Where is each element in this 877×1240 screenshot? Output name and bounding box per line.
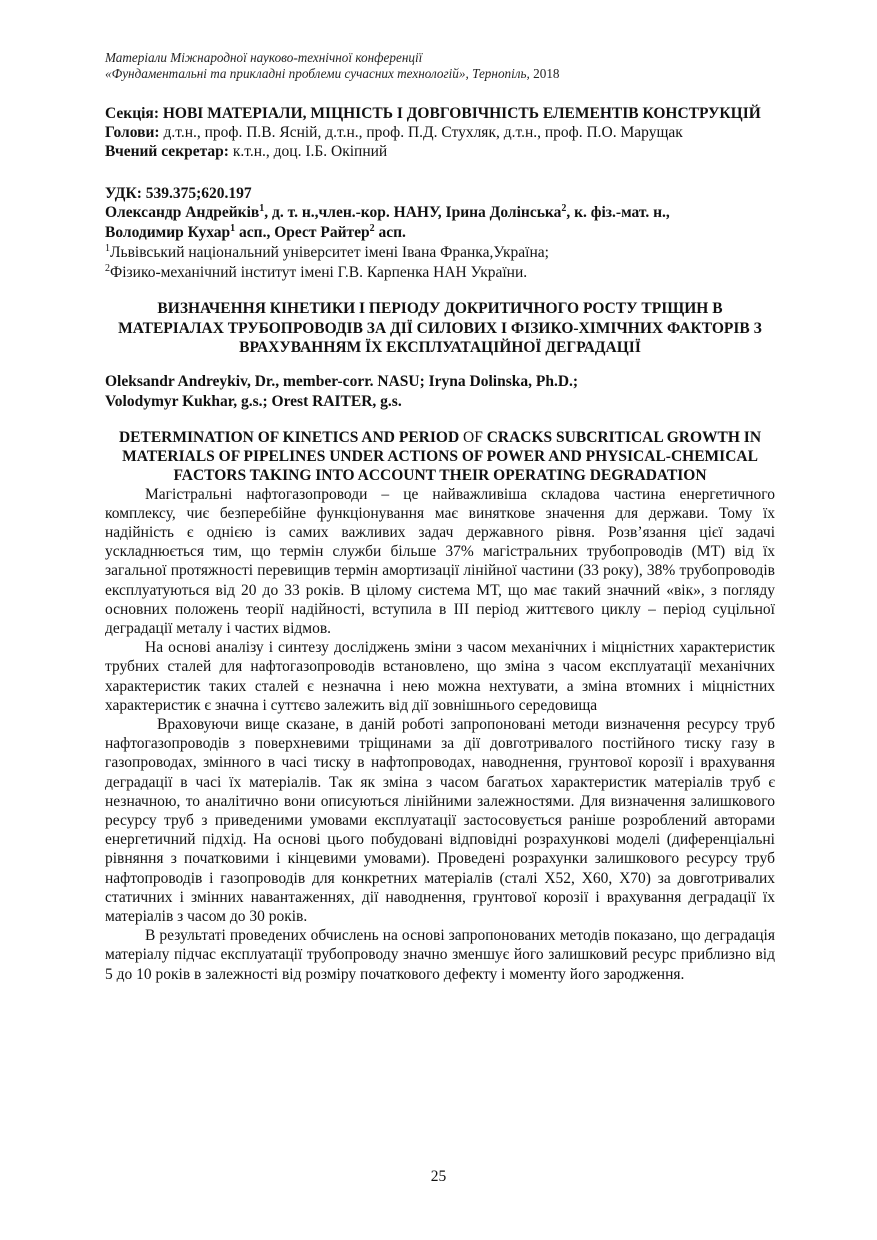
header-year: 2018 [533, 66, 560, 81]
secretary-label: Вчений секретар: [105, 143, 229, 160]
title-en-part: CRACKS SUBCRITICAL GROWTH IN MATERIALS OF PIPELINES UNDER ACTIONS OF POWER AND PHYSICAL-CHEMICAL FACTORS TAKING INTO ACCOUNT THEIR OPERATING DEGRADATION [122, 428, 762, 484]
authors-ua [105, 203, 775, 243]
affil-sup: 2 [369, 222, 375, 234]
secretary-name: к.т.н., доц. І.Б. Окіпний [232, 143, 388, 160]
abstract-body [105, 485, 775, 984]
section-block [105, 104, 775, 161]
body-paragraph: Враховуючи вище сказане, в даній роботі запропоновані методи визначення ресурсу труб нафтогазопроводів з поверхневими тріщинами за дії довготривалого постійного тиску газу в газопроводах, змінного в часі тиску в нафтопроводах, наводнення, грунтової корозії і врахування деградації в часі їх матеріалів. Так як зміна з часом багатьох характеристик матеріалів труб є незначною, то аналітично вони описуються лінійними залежностями. Для визначення залишкового ресурсу труб з приведеними умовами експлуатації застосовується раніше розроблений авторами енергетичний підхід. На основі цього побудовані відповідні розрахункові моделі (диференціальні рівняння з початковими і кінцевими умовами). Проведені розрахунки залишкового ресурсу труб нафтопроводів і газопроводів для конкретних матеріалів (сталі Х52, Х60, Х70) за довготривалих статичних і змінних навантаженнях, дії наводнення, грунтової корозії і врахування деградації їх матеріалів з часом до 30 років. [105, 715, 775, 925]
conference-header [105, 50, 775, 82]
header-line-1: Матеріали Міжнародної науково-технічної конференції [105, 50, 423, 65]
udk-code: УДК: 539.375;620.197 [105, 185, 252, 202]
author-details: , д. т. н.,член.-кор. НАНУ, Ірина Долінська [264, 204, 562, 221]
heads-label: Голови: [105, 124, 160, 141]
author-name: Олександр Андрейків [105, 204, 260, 221]
title-en-part: OF [459, 428, 487, 446]
affil-sup: 1 [105, 242, 110, 254]
affiliation-text: Львівський національний університет імені Івана Франка,Україна; [110, 244, 549, 261]
affil-sup: 1 [259, 202, 265, 214]
body-paragraph: На основі аналізу і синтезу досліджень зміни з часом механічних і міцністних характеристик трубних сталей для нафтогазопроводів встановлено, що зміна з часом експлуатації механічних характеристик таких сталей є незначна і нею можна нехтувати, а зміна втомних і міцністних характеристик є значна і суттєво залежить від дії зовнішнього середовища [105, 639, 775, 714]
affiliation-2 [105, 263, 775, 283]
paper-page [105, 50, 775, 984]
affiliation-1 [105, 243, 775, 263]
author-details: асп., Орест Райтер [235, 224, 370, 241]
section-heads [105, 123, 775, 142]
affil-sup: 2 [105, 262, 110, 274]
section-secretary [105, 142, 775, 161]
section-label: Секція: [105, 105, 159, 122]
authors-ua-line-2 [105, 223, 775, 243]
authors-en [105, 372, 775, 412]
affiliation-text: Фізико-механічний інститут імені Г.В. Карпенка НАН України. [110, 263, 528, 281]
section-title [105, 104, 775, 123]
title-en-part: DETERMINATION OF KINETICS AND PERIOD [118, 428, 460, 446]
header-line-2 [105, 66, 775, 82]
authors-ua-line-1 [105, 203, 775, 223]
body-paragraph: Магістральні нафтогазопроводи – це найважливіша складова частина енергетичного комплексу, чиє безперебійне функціонування має виняткове значення для держави. Тому їх надійність є однією із самих важливих задач державного рівня. Розв’язання цієї задачі ускладнюється тим, що термін служби більше 37% магістральних трубопроводів (МТ) від їх загальної протяжності перевищив термін амортизації лінійної частини (33 року), 38% трубопроводів експлуатуються від 20 до 33 років. В цілому система МТ, що має такий значний «вік», з погляду основних положень теорії надійності, вступила в ІІІ період життєвого циклу – період суцільної деградації металу і частих відмов. [105, 485, 775, 637]
paper-title-ua: ВИЗНАЧЕННЯ КІНЕТИКИ І ПЕРІОДУ ДОКРИТИЧНОГО РОСТУ ТРІЩИН В МАТЕРІАЛАХ ТРУБОПРОВОДІВ ЗА ДІЇ СИЛОВИХ І ФІЗИКО-ХІМІЧНИХ ФАКТОРІВ З ВРАХУВАННЯМ ЇХ ЕКСПЛУАТАЦІЙНОЇ ДЕГРАДАЦІЇ [118, 300, 762, 356]
page-number: 25 [430, 1168, 447, 1185]
affiliations [105, 243, 775, 282]
header-conference-title: «Фундаментальні та прикладні проблеми сучасних технологій», Тернопіль, [105, 66, 530, 81]
affil-sup: 2 [561, 202, 567, 214]
author-details: , к. фіз.-мат. н., [566, 204, 670, 221]
section-name: НОВІ МАТЕРІАЛИ, МІЦНІСТЬ І ДОВГОВІЧНІСТЬ ЕЛЕМЕНТІВ КОНСТРУКЦІЙ [162, 105, 761, 122]
affil-sup: 1 [230, 222, 236, 234]
author-details: асп. [374, 224, 406, 241]
author-name: Володимир Кухар [105, 224, 231, 241]
heads-names: д.т.н., проф. П.В. Ясній, д.т.н., проф. П.Д. Стухляк, д.т.н., проф. П.О. Марущак [163, 124, 683, 141]
authors-en-line-1: Oleksandr Andreykiv, Dr., member-corr. NASU; Iryna Dolinska, Ph.D.; [105, 372, 579, 390]
authors-en-line-2: Volodymyr Kukhar, g.s.; Orest RAITER, g.s. [105, 392, 402, 410]
body-paragraph: В результаті проведених обчислень на основі запропонованих методів показано, що деградація матеріалу підчас експлуатації трубопроводу значно зменшує його залишковий ресурс приблизно від 5 до 10 років в залежності від розміру початкового дефекту і моменту його зародження. [105, 927, 775, 983]
paper-title-en [105, 428, 775, 485]
